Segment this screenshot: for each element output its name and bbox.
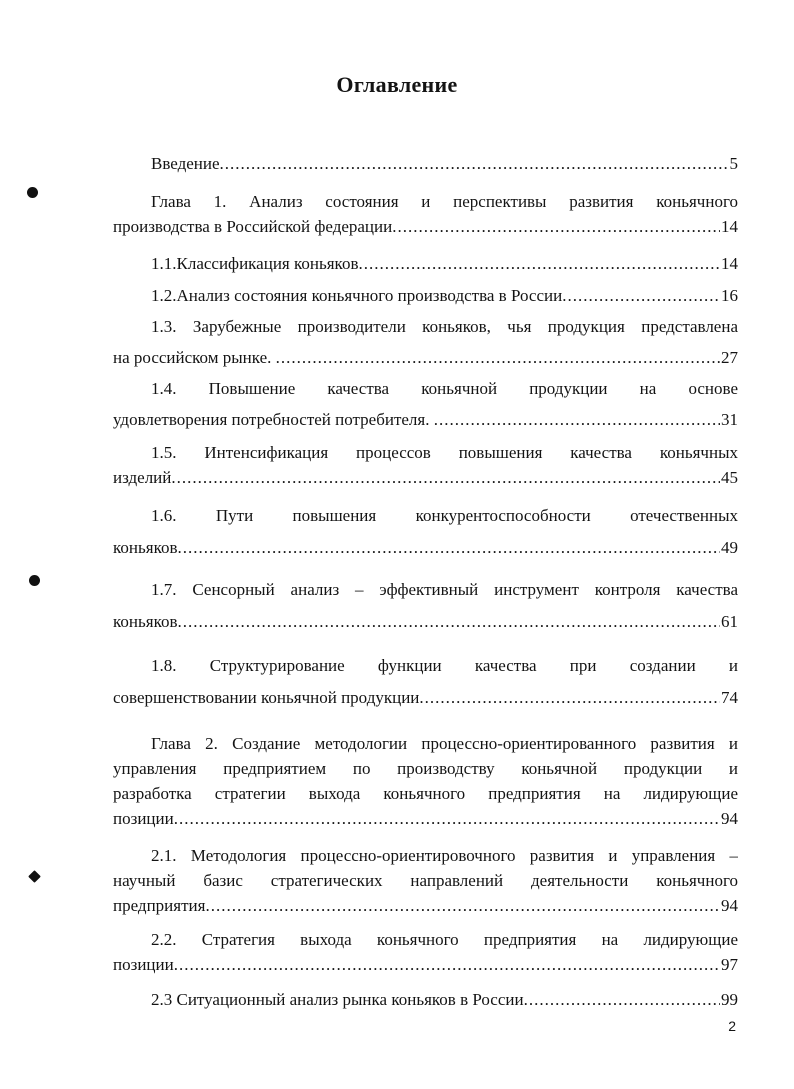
scan-mark xyxy=(27,187,38,198)
toc-entry-text: совершенствовании коньячной продукции xyxy=(113,688,420,707)
toc-entry-text: Глава 1. Анализ состояния и перспективы развития коньячного xyxy=(151,192,738,211)
toc-page-number: 49 xyxy=(721,538,738,557)
toc-entry-section-1-4[interactable] xyxy=(113,376,738,432)
toc-page-number: 14 xyxy=(721,254,738,273)
toc-page-number: 99 xyxy=(721,990,738,1009)
toc-entry-text: 1.2.Анализ состояния коньячного производства в России xyxy=(151,286,563,305)
toc-entry-chapter-2[interactable] xyxy=(113,731,738,831)
toc-entry-intro[interactable] xyxy=(113,151,738,176)
toc-entry-text: 2.3 Ситуационный анализ рынка коньяков в России xyxy=(151,990,524,1009)
toc-entry-text: научный базис стратегических направлений деятельности коньячного xyxy=(113,871,738,890)
toc-page-number: 74 xyxy=(721,688,738,707)
toc-page-number: 5 xyxy=(729,154,738,173)
toc-entry-text: 1.1.Классификация коньяков xyxy=(151,254,359,273)
toc-entry-text: позиции xyxy=(113,955,174,974)
toc-entry-section-1-3[interactable] xyxy=(113,314,738,370)
scan-mark xyxy=(28,870,41,883)
toc-entry-section-1-8[interactable] xyxy=(113,653,738,710)
toc-entry-chapter-1[interactable] xyxy=(113,189,738,239)
dot-leader xyxy=(174,806,720,831)
toc-entry-section-1-7[interactable] xyxy=(113,577,738,634)
dot-leader xyxy=(524,987,720,1012)
toc-entry-text: производства в Российской федерации xyxy=(113,217,393,236)
toc-entry-text: 1.5. Интенсификация процессов повышения качества коньячных xyxy=(151,443,738,462)
dot-leader xyxy=(205,893,720,918)
toc-page-number: 27 xyxy=(721,348,738,367)
toc-entry-section-2-3[interactable] xyxy=(113,987,738,1012)
toc-entry-text: предприятия xyxy=(113,896,206,915)
dot-leader xyxy=(358,251,720,276)
dot-leader xyxy=(220,151,729,176)
toc-entry-section-1-1[interactable] xyxy=(113,251,738,276)
toc-entry-text: 1.4. Повышение качества коньячной продукции на основе xyxy=(151,379,738,398)
dot-leader xyxy=(276,345,720,370)
dot-leader xyxy=(419,685,720,710)
toc-entry-section-1-5[interactable] xyxy=(113,440,738,490)
toc-entry-text: коньяков xyxy=(113,612,178,631)
toc-entry-text: изделий xyxy=(113,468,172,487)
dot-leader xyxy=(178,609,721,634)
toc-entry-section-1-2[interactable] xyxy=(113,283,738,308)
toc-entry-text: Введение xyxy=(151,154,220,173)
dot-leader xyxy=(434,407,720,432)
toc-entry-text: коньяков xyxy=(113,538,178,557)
toc-entry-section-1-6[interactable] xyxy=(113,503,738,560)
toc-entry-text: управления предприятием по производству коньячной продукции и xyxy=(113,759,738,778)
dot-leader xyxy=(171,465,720,490)
toc-page-number: 14 xyxy=(721,217,738,236)
page-number: 2 xyxy=(728,1018,736,1034)
dot-leader xyxy=(562,283,720,308)
toc-entry-text: разработка стратегии выхода коньячного предприятия на лидирующие xyxy=(113,784,738,803)
toc-entry-section-2-1[interactable] xyxy=(113,843,738,918)
toc-page-number: 97 xyxy=(721,955,738,974)
toc-entry-text: 2.2. Стратегия выхода коньячного предприятия на лидирующие xyxy=(151,930,738,949)
toc-entry-text: 1.6. Пути повышения конкурентоспособности отечественных xyxy=(151,506,738,525)
dot-leader xyxy=(174,952,720,977)
toc-entry-text: Глава 2. Создание методологии процессно-ориентированного развития и xyxy=(151,734,738,753)
toc-page-number: 31 xyxy=(721,410,738,429)
toc-entry-text: 1.8. Структурирование функции качества при создании и xyxy=(151,656,738,675)
toc-entry-text: позиции xyxy=(113,809,174,828)
dot-leader xyxy=(392,214,720,239)
toc-entry-section-2-2[interactable] xyxy=(113,927,738,977)
toc-page-number: 61 xyxy=(721,612,738,631)
toc-page-number: 45 xyxy=(721,468,738,487)
page-title: Оглавление xyxy=(336,72,458,97)
toc-entry-text: 1.7. Сенсорный анализ – эффективный инструмент контроля качества xyxy=(151,580,738,599)
toc-entry-text: удовлетворения потребностей потребителя. xyxy=(113,410,434,429)
scan-mark xyxy=(29,575,40,586)
toc-page-number: 94 xyxy=(721,809,738,828)
toc-entry-text: на российском рынке. xyxy=(113,348,276,367)
toc-page-number: 16 xyxy=(721,286,738,305)
dot-leader xyxy=(178,535,721,560)
toc-entry-text: 1.3. Зарубежные производители коньяков, чья продукция представлена xyxy=(151,317,738,336)
toc-page-number: 94 xyxy=(721,896,738,915)
toc-entry-text: 2.1. Методология процессно-ориентировочного развития и управления – xyxy=(151,846,738,865)
